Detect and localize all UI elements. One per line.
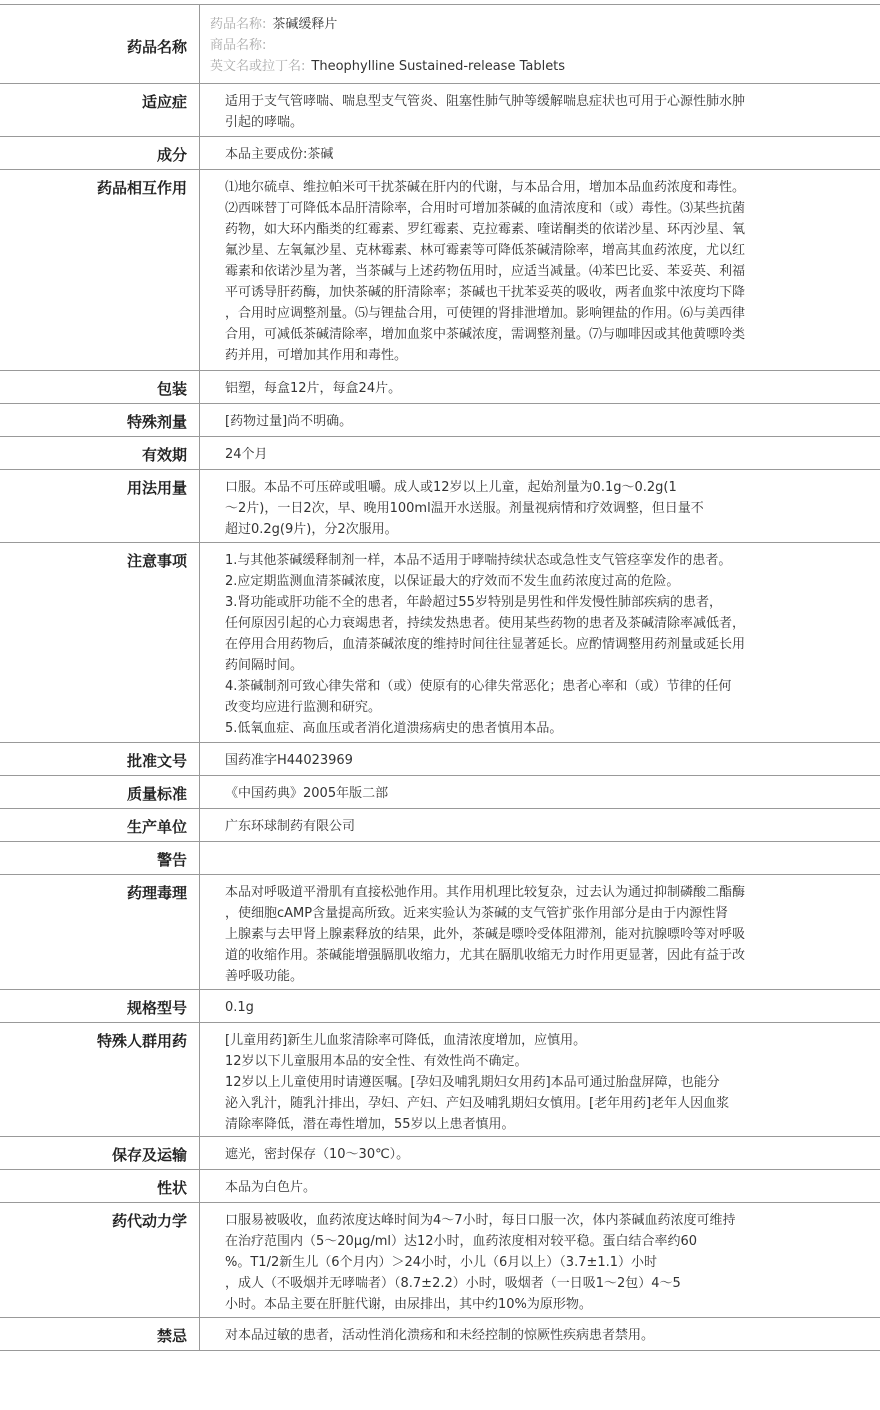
row-label: 有效期 xyxy=(0,437,200,469)
row-pharmacology xyxy=(0,875,880,990)
row-contraindications xyxy=(0,1318,880,1351)
row-value: 铝塑，每盒12片，每盒24片。 xyxy=(225,381,402,396)
row-label: 禁忌 xyxy=(0,1318,200,1350)
trade-name-key: 商品名称: xyxy=(210,38,267,53)
row-appearance xyxy=(0,1170,880,1203)
row-value: [儿童用药]新生儿血浆清除率可降低，血清浓度增加，应慎用。 12岁以下儿童服用本品的安全性、有效性尚不确定。 12岁以上儿童使用时请遵医嘱。[孕妇及哺乳期妇女用药]本品可通过胎盘屏障，也能分 泌入乳汁，随乳汁排出，孕妇、产妇、产妇及哺乳期妇女慎用。[老年用药]老年人因血浆 清除率降低，潜在毒性增加，55岁以上患者慎用。 xyxy=(225,1033,730,1132)
row-value: 24个月 xyxy=(225,447,268,462)
row-label: 警告 xyxy=(0,842,200,874)
row-value: 对本品过敏的患者，活动性消化溃疡和和未经控制的惊厥性疾病患者禁用。 xyxy=(225,1328,655,1343)
row-indications xyxy=(0,84,880,137)
row-label: 药品名称 xyxy=(0,5,200,83)
row-value: 本品为白色片。 xyxy=(225,1180,317,1195)
row-label: 成分 xyxy=(0,137,200,169)
row-warning xyxy=(0,842,880,875)
row-value xyxy=(200,842,880,874)
row-pharmacokinetics xyxy=(0,1203,880,1318)
row-special-populations xyxy=(0,1023,880,1137)
row-label: 特殊剂量 xyxy=(0,404,200,436)
row-storage xyxy=(0,1137,880,1170)
row-label: 药品相互作用 xyxy=(0,170,200,370)
row-label: 性状 xyxy=(0,1170,200,1202)
row-precautions xyxy=(0,543,880,743)
english-name-value: Theophylline Sustained-release Tablets xyxy=(311,59,566,74)
row-label: 规格型号 xyxy=(0,990,200,1022)
row-value: 广东环球制药有限公司 xyxy=(225,819,356,834)
row-drug-interactions xyxy=(0,170,880,371)
generic-name-value: 茶碱缓释片 xyxy=(272,17,338,32)
row-specification xyxy=(0,990,880,1023)
row-label: 批准文号 xyxy=(0,743,200,775)
generic-name-line xyxy=(210,14,565,35)
trade-name-line xyxy=(210,35,565,56)
row-label: 药理毒理 xyxy=(0,875,200,989)
row-expiry xyxy=(0,437,880,470)
row-drug-name xyxy=(0,5,880,84)
row-value: 口服易被吸收，血药浓度达峰时间为4～7小时，每日口服一次，体内茶碱血药浓度可维持 在治疗范围内（5～20μg/ml）达12小时，血药浓度相对较平稳。蛋白结合率约60 %。T1/2新生儿（6个月内）＞24小时，小儿（6月以上）（3.7±1.1）小时 ，成人（不吸烟并无哮喘者）（8.7±2.2）小时，吸烟者（一日吸1～2包）4～5 小时。本品主要在肝脏代谢，由尿排出，其中约10%为原形物。 xyxy=(225,1213,736,1312)
row-approval-number xyxy=(0,743,880,776)
row-value: 1.与其他茶碱缓释制剂一样，本品不适用于哮喘持续状态或急性支气管痉挛发作的患者。 2.应定期监测血清茶碱浓度，以保证最大的疗效而不发生血药浓度过高的危险。 3.肾功能或肝功能不全的患者，年龄超过55岁特别是男性和伴发慢性肺部疾病的患者， 任何原因引起的心力衰竭患者，持续发热患者。使用某些药物的患者及茶碱清除率减低者， 在停用合用药物后，血清茶碱浓度的维持时间往往显著延长。应酌情调整用药剂量或延长用 药间隔时间。 4.茶碱制剂可致心律失常和（或）使原有的心律失常恶化；患者心率和（或）节律的任何 改变均应进行监测和研究。 5.低氧血症、高血压或者消化道溃疡病史的患者慎用本品。 xyxy=(225,553,746,736)
row-label: 特殊人群用药 xyxy=(0,1023,200,1136)
drug-info-table xyxy=(0,4,880,1351)
row-label: 适应症 xyxy=(0,84,200,136)
row-quality-standard xyxy=(0,776,880,809)
row-label: 药代动力学 xyxy=(0,1203,200,1317)
row-label: 用法用量 xyxy=(0,470,200,542)
row-value: 适用于支气管哮喘、喘息型支气管炎、阻塞性肺气肿等缓解喘息症状也可用于心源性肺水肿 引起的哮喘。 xyxy=(225,94,746,130)
row-label: 包装 xyxy=(0,371,200,403)
row-label: 注意事项 xyxy=(0,543,200,742)
row-value: 遮光，密封保存（10～30℃）。 xyxy=(225,1147,410,1162)
row-value: 本品对呼吸道平滑肌有直接松弛作用。其作用机理比较复杂，过去认为通过抑制磷酸二酯酶 ，使细胞cAMP含量提高所致。近来实验认为茶碱的支气管扩张作用部分是由于内源性肾 上腺素与去甲肾上腺素释放的结果，此外，茶碱是嘌呤受体阻滞剂，能对抗腺嘌呤等对呼吸 道的收缩作用。茶碱能增强膈肌收缩力，尤其在膈肌收缩无力时作用更显著，因此有益于改 善呼吸功能。 xyxy=(225,885,746,984)
drug-name-block xyxy=(200,5,577,83)
row-manufacturer xyxy=(0,809,880,842)
row-ingredients xyxy=(0,137,880,170)
row-label: 保存及运输 xyxy=(0,1137,200,1169)
row-value: 《中国药典》2005年版二部 xyxy=(225,786,389,801)
row-value: ⑴地尔硫卓、维拉帕米可干扰茶碱在肝内的代谢，与本品合用，增加本品血药浓度和毒性。 ⑵西咪替丁可降低本品肝清除率，合用时可增加茶碱的血清浓度和（或）毒性。⑶某些抗菌 药物，如大环内酯类的红霉素、罗红霉素、克拉霉素、喹诺酮类的依诺沙星、环丙沙星、氧 氟沙星、左氧氟沙星、克林霉素、林可霉素等可降低茶碱清除率，增高其血药浓度，尤以红 霉素和依诺沙星为著，当茶碱与上述药物伍用时，应适当减量。⑷苯巴比妥、苯妥英、利福 平可诱导肝药酶，加快茶碱的肝清除率；茶碱也干扰苯妥英的吸收，两者血浆中浓度均下降 ，合用时应调整剂量。⑸与锂盐合用，可使锂的肾排泄增加。影响锂盐的作用。⑹与美西律 合用，可减低茶碱清除率，增加血浆中茶碱浓度，需调整剂量。⑺与咖啡因或其他黄嘌呤类 药并用，可增加其作用和毒性。 xyxy=(225,180,746,363)
row-value: [药物过量]尚不明确。 xyxy=(225,414,353,429)
english-name-key: 英文名或拉丁名: xyxy=(210,59,306,74)
row-label: 质量标准 xyxy=(0,776,200,808)
generic-name-key: 药品名称: xyxy=(210,17,267,32)
row-dosage xyxy=(0,470,880,543)
row-value: 0.1g xyxy=(225,1000,254,1015)
row-value: 口服。本品不可压碎或咀嚼。成人或12岁以上儿童，起始剂量为0.1g～0.2g(1 ～2片)，一日2次，早、晚用100ml温开水送服。剂量视病情和疗效调整，但日量不 超过0.2g(9片)，分2次服用。 xyxy=(225,480,704,537)
row-value: 本品主要成份:茶碱 xyxy=(225,147,334,162)
row-value: 国药准字H44023969 xyxy=(225,753,353,768)
row-label: 生产单位 xyxy=(0,809,200,841)
row-package xyxy=(0,371,880,404)
row-special-dosage xyxy=(0,404,880,437)
english-name-line xyxy=(210,56,565,77)
